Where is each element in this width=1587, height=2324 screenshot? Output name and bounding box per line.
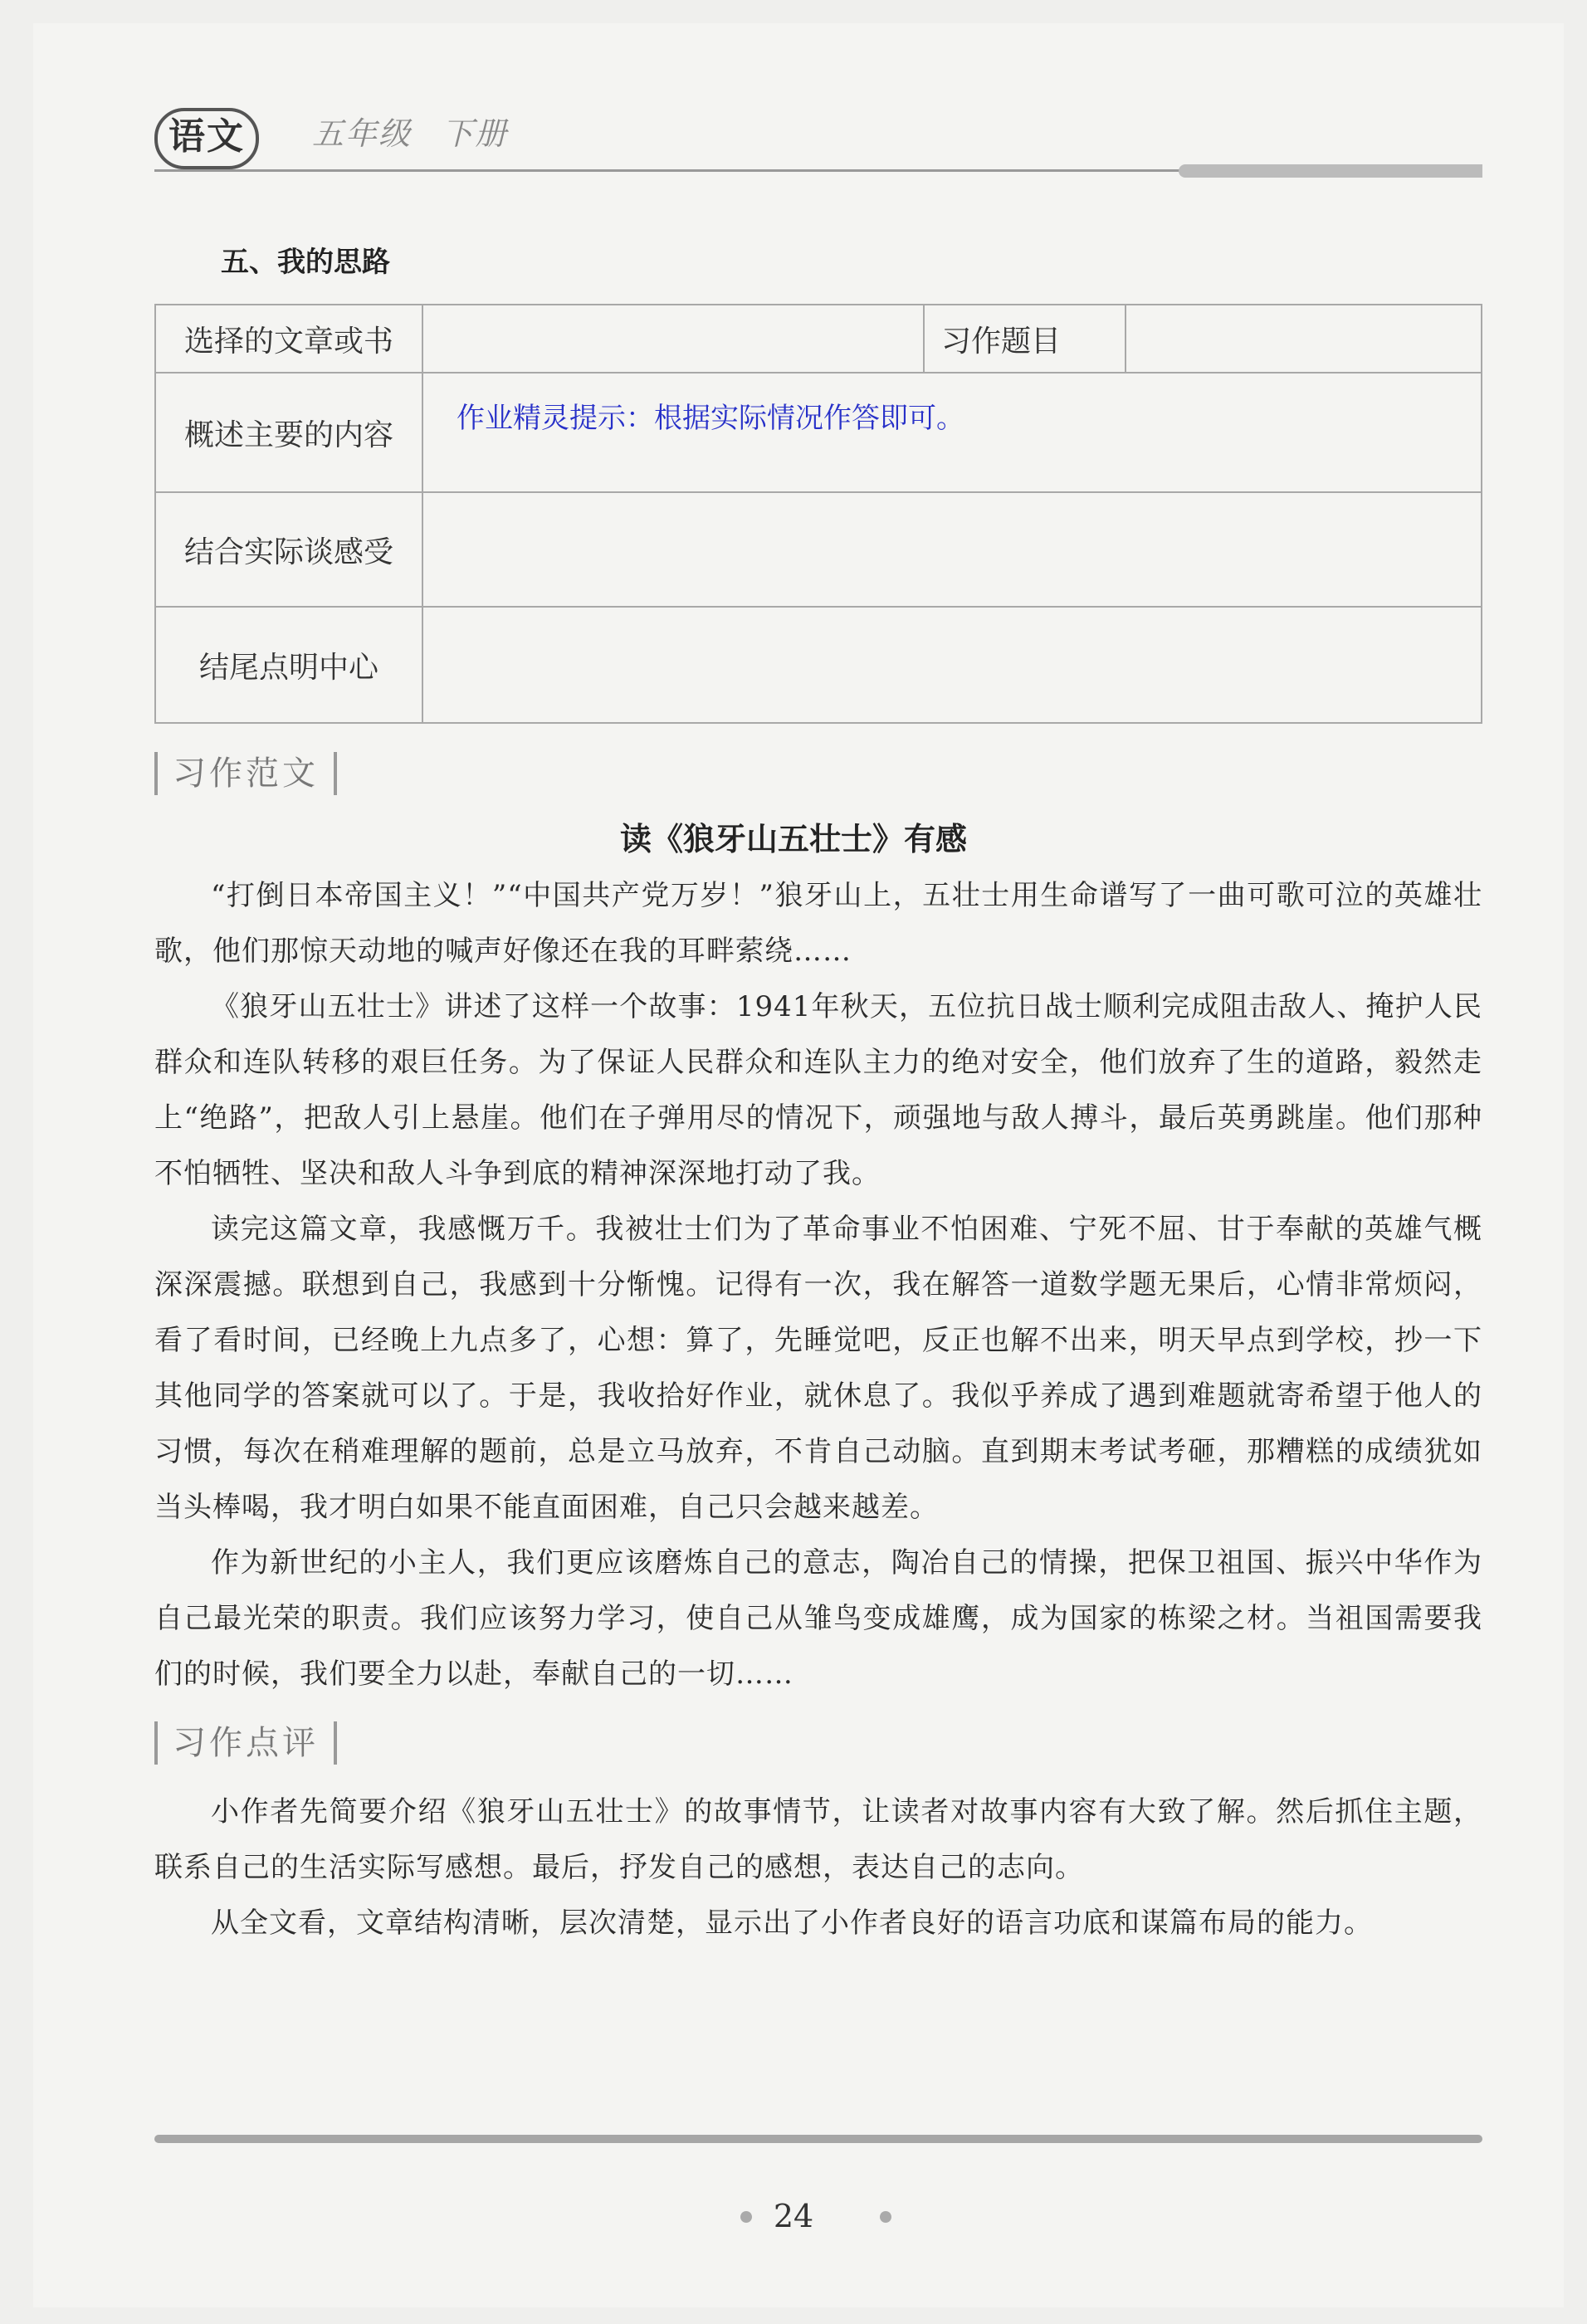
cell-label: 结尾点明中心: [155, 607, 422, 723]
review-heading: 习作点评: [154, 1721, 337, 1765]
page-dot-icon: [880, 2211, 891, 2223]
grade-label: 五年级: [312, 115, 413, 152]
header-decor-bar: [1179, 164, 1482, 178]
cell-feelings-value[interactable]: [422, 492, 1482, 607]
answer-hint[interactable]: 作业精灵提示：根据实际情况作答即可。: [422, 373, 1482, 492]
review-paragraph: 从全文看，文章结构清晰，层次清楚，显示出了小作者良好的语言功底和谋篇布局的能力。: [211, 1907, 1373, 1940]
cell-title-value[interactable]: [1126, 305, 1482, 373]
cell-label: 结合实际谈感受: [155, 492, 422, 607]
cell-conclusion-value[interactable]: [422, 607, 1482, 723]
table-row: [155, 305, 1482, 373]
section-title: 五、我的思路: [221, 246, 390, 279]
header-subtitle: [312, 108, 508, 154]
cell-label: 选择的文章或书: [155, 305, 422, 373]
table-row: [155, 607, 1482, 723]
essay-paragraph: 《狼牙山五壮士》讲述了这样一个故事：1941年秋天，五位抗日战士顺利完成阻击敌人、掩护人民群众和连队转移的艰巨任务。为了保证人民群众和连队主力的绝对安全，他们放弃了生的道路，毅然走上“绝路”，把敌人引上悬崖。他们在子弹用尽的情况下，顽强地与敌人搏斗，最后英勇跳崖。他们那种不怕牺牲、坚决和敌人斗争到底的精神深深地打动了我。: [154, 990, 1482, 1190]
essay-paragraph: “打倒日本帝国主义！”“中国共产党万岁！”狼牙山上，五壮士用生命谱写了一曲可歌可泣的英雄壮歌，他们那惊天动地的喊声好像还在我的耳畔萦绕……: [154, 879, 1482, 968]
thinking-table: [154, 304, 1482, 724]
cell-title-label: 习作题目: [924, 305, 1126, 373]
volume-label: 下册: [442, 115, 509, 152]
cell-label: 概述主要的内容: [155, 373, 422, 492]
page-number: 24: [773, 2198, 814, 2234]
review-paragraph: 小作者先简要介绍《狼牙山五壮士》的故事情节，让读者对故事内容有大致了解。然后抓住主题，联系自己的生活实际写感想。最后，抒发自己的感想，表达自己的志向。: [154, 1795, 1482, 1884]
essay-paragraph: 读完这篇文章，我感慨万千。我被壮士们为了革命事业不怕困难、宁死不屈、甘于奉献的英雄气概深深震撼。联想到自己，我感到十分惭愧。记得有一次，我在解答一道数学题无果后，心情非常烦闷，看了看时间，已经晚上九点多了，心想：算了，先睡觉吧，反正也解不出来，明天早点到学校，抄一下其他同学的答案就可以了。于是，我收拾好作业，就休息了。我似乎养成了遇到难题就寄希望于他人的习惯，每次在稍难理解的题前，总是立马放弃，不肯自己动脑。直到期末考试考砸，那糟糕的成绩犹如当头棒喝，我才明白如果不能直面困难，自己只会越来越差。: [154, 1213, 1482, 1524]
essay-paragraph: 作为新世纪的小主人，我们更应该磨炼自己的意志，陶冶自己的情操，把保卫祖国、振兴中华作为自己最光荣的职责。我们应该努力学习，使自己从雏鸟变成雄鹰，成为国家的栋梁之材。当祖国需要我们的时候，我们要全力以赴，奉献自己的一切……: [154, 1546, 1482, 1691]
footer-rule: [154, 2135, 1482, 2143]
essay-title: 读《狼牙山五壮士》有感: [619, 821, 967, 857]
cell-article-value[interactable]: [422, 305, 924, 373]
model-essay-heading: 习作范文: [154, 752, 337, 795]
subject-logo: 语文: [154, 108, 259, 169]
table-row: [155, 373, 1482, 492]
table-row: [155, 492, 1482, 607]
